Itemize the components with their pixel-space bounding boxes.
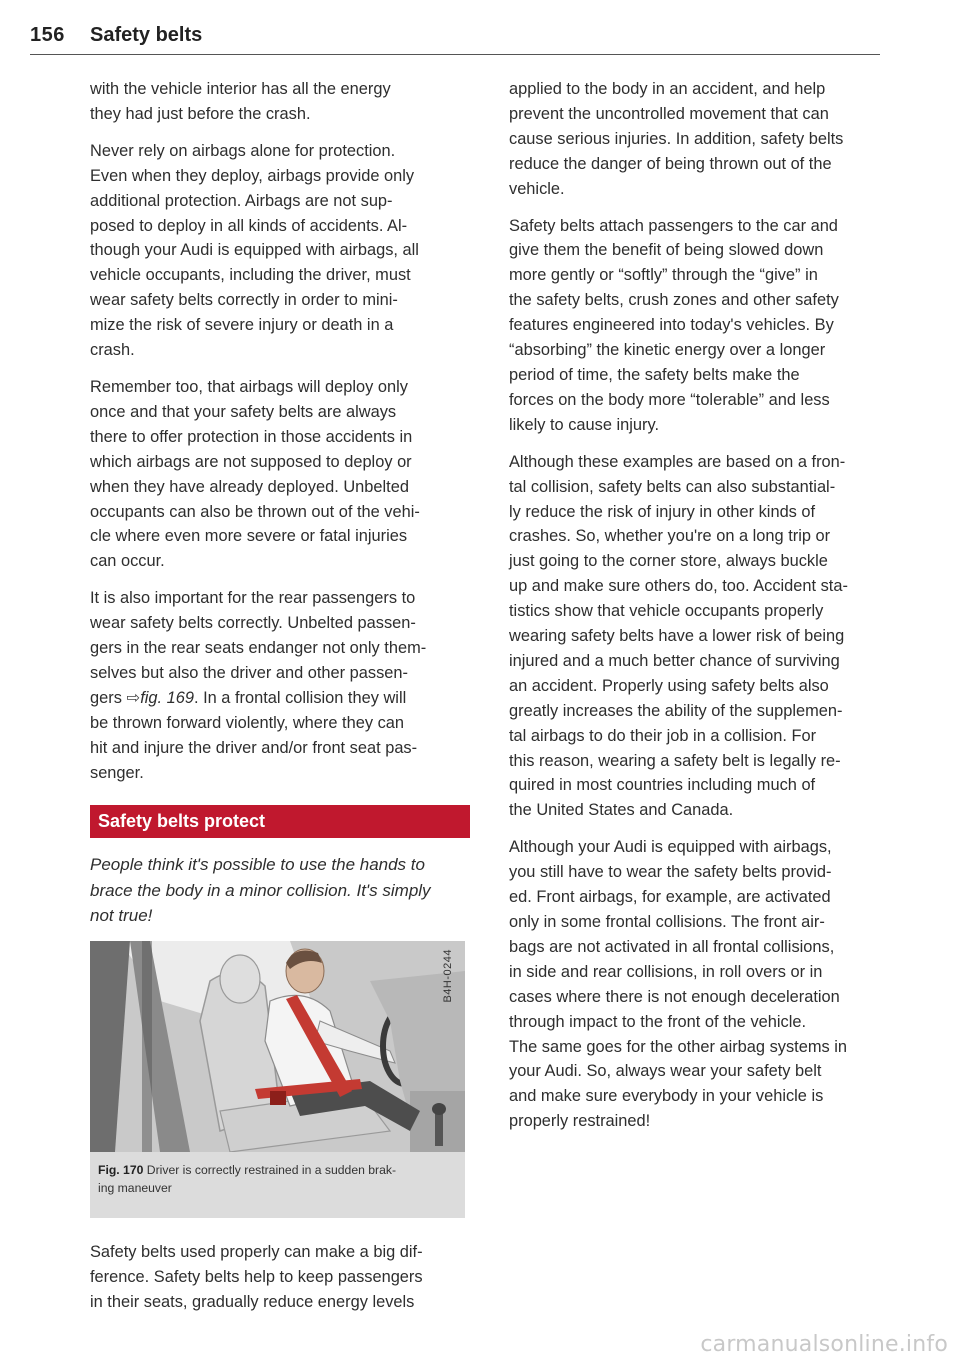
section-heading: Safety belts protect <box>90 805 470 838</box>
paragraph <box>509 835 889 1134</box>
text-line: forces on the body more “tolerable” and less <box>509 390 830 409</box>
text-line: injured and a much better chance of surviving <box>509 651 840 670</box>
text-line: up and make sure others do, too. Accident sta- <box>509 577 848 596</box>
paragraph <box>509 77 889 202</box>
text-line: they had just before the crash. <box>90 104 311 123</box>
text-line: Remember too, that airbags will deploy only <box>90 377 408 396</box>
paragraph <box>509 450 889 824</box>
text-line: in side and rear collisions, in roll overs or in <box>509 962 823 981</box>
text-line: once and that your safety belts are always <box>90 402 397 421</box>
intro-text <box>90 852 470 929</box>
text-line: “absorbing” the kinetic energy over a longer <box>509 341 826 360</box>
page-header <box>30 22 880 55</box>
page-number: 156 <box>30 24 65 46</box>
text-line: period of time, the safety belts make the <box>509 365 800 384</box>
text-line: in their seats, gradually reduce energy levels <box>90 1292 415 1311</box>
text-line: ed. Front airbags, for example, are activated <box>509 888 831 907</box>
text-line: gers in the rear seats endanger not only them- <box>90 639 427 658</box>
text-line: cause serious injuries. In addition, safety belts <box>509 129 844 148</box>
text-line: hit and injure the driver and/or front seat pas- <box>90 738 418 757</box>
text-line: additional protection. Airbags are not sup- <box>90 191 393 210</box>
text-line: only in some frontal collisions. The front air- <box>509 913 825 931</box>
text-line: tal airbags to do their job in a collision. For <box>509 726 817 745</box>
text-line: likely to cause injury. <box>509 415 660 434</box>
text-line: through impact to the front of the vehicle. <box>509 1012 807 1031</box>
figure-label: Fig. 170 <box>98 1162 144 1177</box>
text-line: senger. <box>90 763 144 782</box>
text-line: Safety belts used properly can make a big dif- <box>90 1242 423 1261</box>
text-line: tistics show that vehicle occupants properly <box>509 602 824 621</box>
text-line: crash. <box>90 341 135 360</box>
paragraph <box>90 77 470 127</box>
text-line: wear safety belts correctly in order to mini- <box>90 291 398 310</box>
text-line: properly restrained! <box>509 1112 651 1131</box>
text-line: vehicle occupants, including the driver, must <box>90 266 411 285</box>
paragraph <box>90 139 470 363</box>
paragraph <box>90 586 470 785</box>
text-line: you still have to wear the safety belts provid- <box>509 863 832 882</box>
text-line: when they have already deployed. Unbelted <box>90 477 409 496</box>
text-line: be thrown forward violently, where they can <box>90 713 405 732</box>
text-line: wearing safety belts have a lower risk of being <box>509 627 845 646</box>
text-line: ly reduce the risk of injury in other kinds of <box>509 502 816 521</box>
running-header-title: Safety belts <box>90 24 203 46</box>
text-line: It is also important for the rear passengers to <box>90 589 416 608</box>
text-line: cases where there is not enough deceleration <box>509 987 840 1006</box>
figure-170 <box>90 941 465 1218</box>
text-line: selves but also the driver and other passen- <box>90 663 408 682</box>
text-line: which airbags are not supposed to deploy or <box>90 452 412 471</box>
text-line: give them the benefit of being slowed down <box>509 241 824 260</box>
driver-seatbelt-illustration <box>90 941 465 1152</box>
text-line: features engineered into today's vehicles. By <box>509 316 834 335</box>
text-line: reduce the danger of being thrown out of the <box>509 154 832 173</box>
figure-caption-text: ing maneuver <box>98 1180 172 1195</box>
text-line: applied to the body in an accident, and help <box>509 80 826 98</box>
figure-code: B4H-0244 <box>442 948 455 1003</box>
watermark: carmanualsonline.info <box>700 1332 948 1357</box>
text-line: more gently or “softly” through the “give” in <box>509 266 818 285</box>
text-line: crashes. So, whether you're on a long trip or <box>509 527 831 546</box>
paragraph <box>509 214 889 438</box>
text-line: this reason, wearing a safety belt is legally re- <box>509 751 841 770</box>
text-line: and make sure everybody in your vehicle is <box>509 1087 824 1106</box>
text-line: greatly increases the ability of the supplemen- <box>509 701 843 720</box>
text-line: can occur. <box>90 552 165 571</box>
text-line: Although your Audi is equipped with airbags, <box>509 838 832 857</box>
text-line: vehicle. <box>509 179 565 198</box>
text-line: the safety belts, crush zones and other safety <box>509 291 839 310</box>
text-line: posed to deploy in all kinds of accidents. Al- <box>90 216 408 235</box>
text-line: wear safety belts correctly. Unbelted passen- <box>90 614 416 633</box>
text-line: though your Audi is equipped with airbags, all <box>90 241 419 260</box>
paragraph <box>90 1240 470 1315</box>
left-column <box>90 77 470 1327</box>
text-line: with the vehicle interior has all the energy <box>90 80 391 98</box>
paragraph-lines <box>90 586 470 686</box>
text-line: tal collision, safety belts can also substantial- <box>509 477 836 496</box>
text-line: Although these examples are based on a fron- <box>509 452 846 471</box>
text-line: not true! <box>90 906 153 926</box>
arrow-right-icon: ⇨ <box>126 688 141 707</box>
paragraph <box>90 375 470 574</box>
paragraph-lines <box>90 711 470 786</box>
figure-reference-link[interactable]: fig. 169 <box>140 688 194 707</box>
text-line: The same goes for the other airbag systems in <box>509 1037 847 1056</box>
text-line: quired in most countries including much of <box>509 776 816 795</box>
text-line: occupants can also be thrown out of the vehi- <box>90 502 420 521</box>
figure-caption-text: Driver is correctly restrained in a sudden brak- <box>146 1162 397 1177</box>
text-line: Even when they deploy, airbags provide only <box>90 166 415 185</box>
text-line: an accident. Properly using safety belts also <box>509 676 829 695</box>
figure-caption <box>90 1152 465 1197</box>
text-line: mize the risk of severe injury or death in a <box>90 316 394 335</box>
right-column <box>509 77 889 1146</box>
text-line: Safety belts attach passengers to the car and <box>509 216 838 235</box>
text-line: brace the body in a minor collision. It's simply <box>90 880 431 900</box>
text-line: People think it's possible to use the hands to <box>90 855 425 875</box>
text-line: Never rely on airbags alone for protection. <box>90 141 396 160</box>
paragraph-line: gers ⇨fig. 169. In a frontal collision they will <box>90 688 407 707</box>
text-line: ference. Safety belts help to keep passengers <box>90 1267 423 1286</box>
text-line: your Audi. So, always wear your safety belt <box>509 1062 822 1081</box>
text-line: the United States and Canada. <box>509 801 734 820</box>
text-line: there to offer protection in those accidents in <box>90 427 413 446</box>
text-line: bags are not activated in all frontal collisions, <box>509 937 835 956</box>
text-line: prevent the uncontrolled movement that can <box>509 104 829 123</box>
text-line: just going to the corner store, always buckle <box>509 552 828 571</box>
text-line: cle where even more severe or fatal injuries <box>90 527 408 546</box>
figure-illustration <box>90 941 465 1152</box>
